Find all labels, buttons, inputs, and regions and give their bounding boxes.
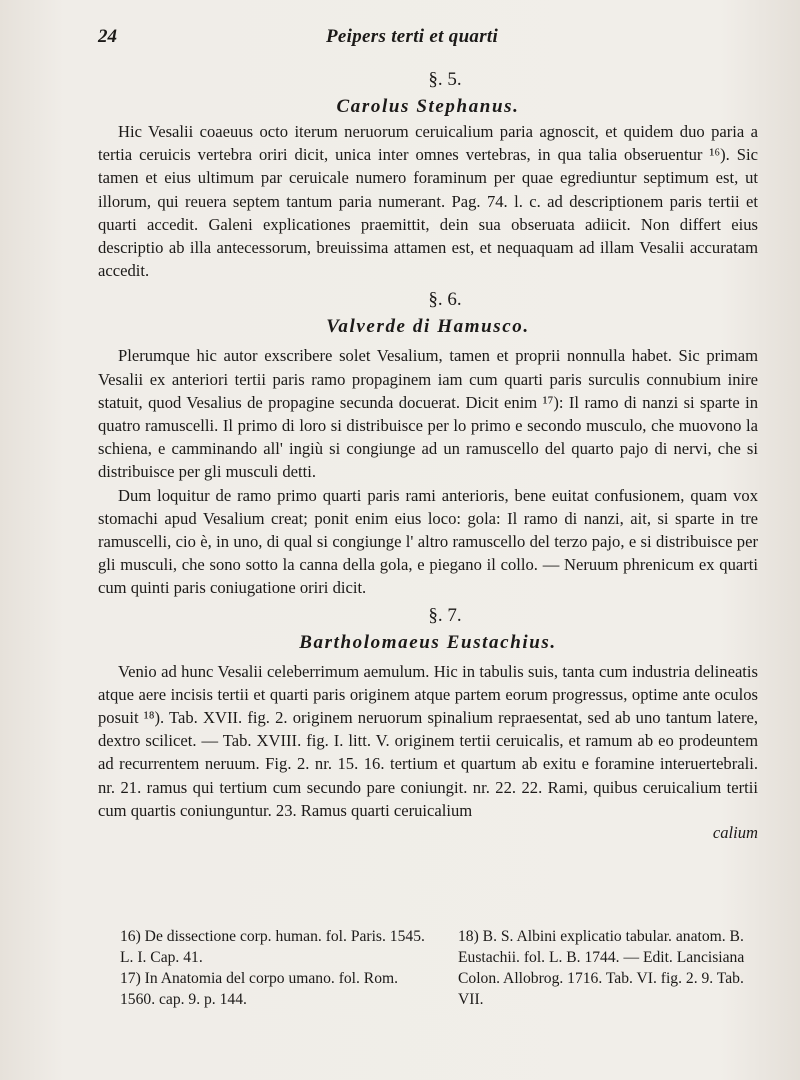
section-5 — [98, 66, 758, 282]
section-number: §. 7. — [428, 604, 462, 626]
page-number: 24 — [98, 26, 117, 47]
section-heading: Bartholomaeus Eustachius. — [299, 631, 557, 653]
paragraph: Venio ad hunc Vesalii celeberrimum aemulum. Hic in tabulis suis, tanta cum industria delineatis atque aere incisis tertii et quarti paris originem atque partem eorum progressus, optime ante oculos posuit ¹⁸). Tab. XVII. fig. 2. originem neruorum spinalium repraesentat, sed ab uno tantum latere, dextro scilicet. — Tab. XVIII. fig. I. litt. V. originem tertii ceruicalis, et ramum ab eo prodeuntem ad recurrentem neruum. Fig. 2. nr. 15. 16. tertium et quartum ab exitu e foramine interuertebrali. nr. 21. ramus qui tertium cum secundo pare coniungit. nr. 22. 22. Rami, quibus ceruicalium tertii cum quartis coniunguntur. 23. Ramus quarti ceruicalium — [98, 661, 758, 820]
section-number: §. 6. — [428, 289, 462, 311]
paragraph: Plerumque hic autor exscribere solet Vesalium, tamen et proprii nonnulla habet. Sic primam Vesalii ex anteriori tertii paris ramo propaginem iam cum quarti paris surculis connubium inire statuit, quod Vesalius de propagine secunda docuerat. Dicit enim ¹⁷): Il ramo di nanzi si sparte in quatro ramuscelli. Il primo di loro si distribuisce per lo primo e secondo musculo, che muovono la schiena, e camminando all' ingiù si congiunge ad un ramuscello del quarto pajo di nervi, che si distribuisce per gli musculi detti. — [98, 346, 758, 482]
footnotes-right: 18) B. S. Albini explicatio tabular. anatom. B. Eustachii. fol. L. B. 1744. — Edit. Lancisiana Colon. Allobrog. 1716. Tab. VI. fig. 2. 9. Tab. VII. — [458, 928, 745, 1008]
running-title: Peipers terti et quarti — [326, 26, 499, 47]
running-header — [98, 26, 758, 54]
footnotes — [98, 926, 758, 1016]
catchword: calium — [712, 823, 758, 843]
paragraph: Dum loquitur de ramo primo quarti paris rami anterioris, bene euitat confusionem, quam vox stomachi apud Vesalium creat; ponit enim eius loco: gola: Il ramo di nanzi, ait, si sparte in tre ramuscelli, cio è, in uno, di qual si congiunge l' altro ramuscello del terzo pajo, e si distribuisce per gli musculi, che sono sotto la canna della gola, e piegano il collo. — Neruum phrenicum ex quarti cum quinti paris coniugatione oriri dicit. — [98, 485, 758, 598]
paragraph: Hic Vesalii coaeuus octo iterum neruorum ceruicalium paria agnoscit, et quidem duo paria a tertia ceruicis vertebra oriri dicit, unica inter omnes vertebras, in qua talia obseruentur ¹⁶). Sic tamen et eius ultimum par ceruicale numero foraminum per quae egrediuntur septimum est, ut illorum, qui reuera septem tantum paria numerant. Pag. 74. l. c. ad descriptionem paris tertii et quarti accedit. Galeni explicationes praemittit, dein sua obseruata adiicit. Non differt eius descriptio ab illa antecessorum, breuissima attamen est, et nequaquam ad illam Vesalii accuratam accedit. — [98, 122, 758, 281]
section-heading: Carolus Stephanus. — [336, 96, 520, 117]
section-6 — [98, 286, 758, 599]
section-7 — [98, 602, 758, 844]
section-heading: Valverde di Hamusco. — [326, 316, 530, 338]
section-number: §. 5. — [428, 69, 462, 90]
page-body — [98, 66, 758, 844]
footnotes-left: 16) De dissectione corp. human. fol. Paris. 1545. L. I. Cap. 41. 17) In Anatomia del corpo umano. fol. Rom. 1560. cap. 9. p. 144. — [120, 928, 425, 1008]
